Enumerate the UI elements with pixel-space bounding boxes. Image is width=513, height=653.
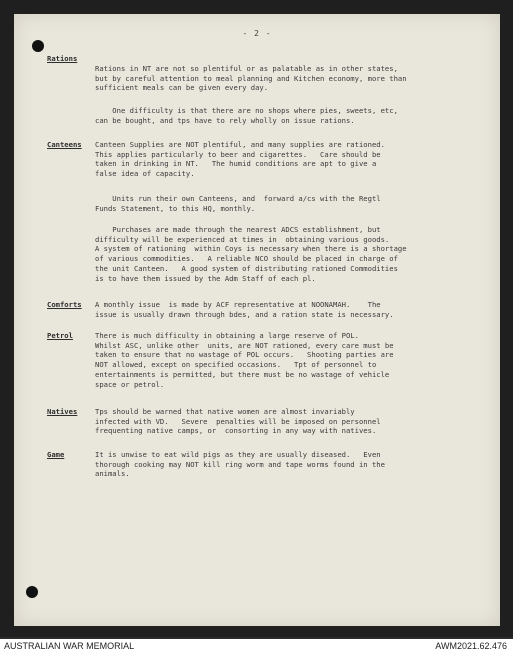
canteens-paragraph-3: Purchases are made through the nearest ADCS establishment, but difficulty will be experienced at times in obtaining various goods. A system of rationing within Coys is necessary when there is a shortage of various commodities. A reliable NCO should be placed in charge of the unit Canteen. A good system of distributing rationed Commodities is to have them issued by the Adm Staff of each pl. [95,225,407,283]
section-heading-rations: Rations [47,54,78,63]
document-page [14,14,500,626]
archive-name: AUSTRALIAN WAR MEMORIAL [4,641,135,651]
section-heading-comforts: Comforts [47,300,82,309]
section-heading-natives: Natives [47,407,78,416]
section-heading-petrol: Petrol [47,331,73,340]
archive-reference: AWM2021.62.476 [435,641,507,651]
petrol-paragraph: There is much difficulty in obtaining a large reserve of POL. Whilst ASC, unlike other units, are NOT rationed, every care must be taken to ensure that no wastage of POL occurs. Shooting parties are NOT allowed, except on specified occasions. Tpt of personnel to entertainments is permitted, but there must be no wastage of vehicle space or petrol. [95,331,394,389]
canteens-paragraph-1: Canteen Supplies are NOT plentiful, and many supplies are rationed. This applies particularly to beer and cigarettes. Care should be taken in drinking in NT. The humid conditions are apt to give a false idea of capacity. [95,140,385,179]
natives-paragraph: Tps should be warned that native women are almost invariably infected with VD. Severe penalties will be imposed on personnel frequenting native camps, or consorting in any way with natives. [95,407,381,436]
rations-paragraph-2: One difficulty is that there are no shops where pies, sweets, etc, can be bought, and tps have to rely wholly on issue rations. [95,106,398,125]
punch-hole-bottom [26,586,38,598]
canteens-paragraph-2: Units run their own Canteens, and forward a/cs with the Regtl Funds Statement, to this HQ, monthly. [95,194,381,213]
game-paragraph: It is unwise to eat wild pigs as they are usually diseased. Even thorough cooking may NOT kill ring worm and tape worms found in the animals. [95,450,385,479]
page-number: - 2 - [242,29,272,38]
comforts-paragraph: A monthly issue is made by ACF representative at NOONAMAH. The issue is usually drawn through bdes, and a ration state is necessary. [95,300,394,319]
punch-hole-top [32,40,44,52]
section-heading-canteens: Canteens [47,140,82,149]
archive-footer [0,639,513,653]
rations-paragraph-1: Rations in NT are not so plentiful or as palatable as in other states, but by careful attention to meal planning and Kitchen economy, more than sufficient meals can be given every day. [95,64,407,93]
section-heading-game: Game [47,450,65,459]
